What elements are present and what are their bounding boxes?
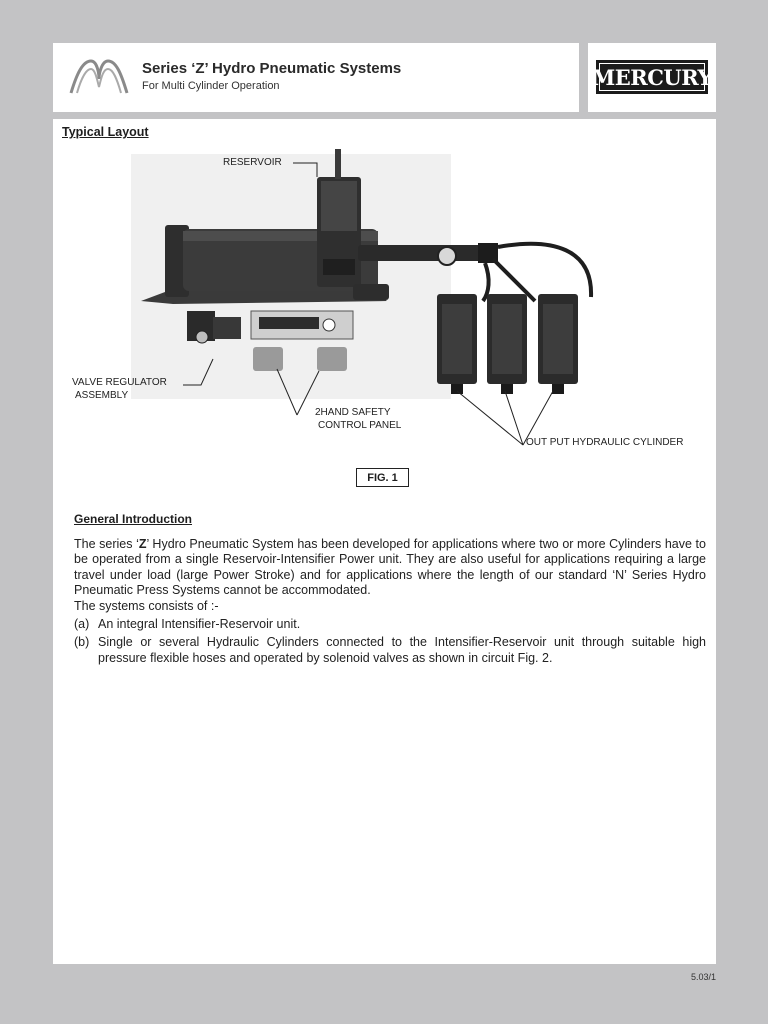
page-title: Series ‘Z’ Hydro Pneumatic Systems <box>142 60 402 77</box>
section-title-general-introduction: General Introduction <box>74 512 193 526</box>
intro-p1-series: Z <box>138 537 147 551</box>
section-title-typical-layout: Typical Layout <box>62 125 149 139</box>
figure-caption: FIG. 1 <box>356 468 409 487</box>
intro-paragraph-1 <box>74 537 706 599</box>
list-marker: (b) <box>74 635 90 650</box>
intro-p1-rest: ’ Hydro Pneumatic System has been developed for applications where two or more Cylinders have to be operated from a single Reservoir-Intensifier Power unit. They are also useful for applications requiring a large travel under load (large Power Stroke) and for applications where the length of our standard ‘N’ Series Hydro Pneumatic Press Systems cannot be accommodated. <box>74 537 706 598</box>
page-number: 5.03/1 <box>690 972 716 982</box>
page-subtitle: For Multi Cylinder Operation <box>142 80 280 92</box>
intro-p1-start: The series ‘ <box>74 537 139 551</box>
label-safety-panel: 2HAND SAFETY <box>315 407 391 418</box>
list-item <box>74 617 706 632</box>
label-safety-panel-line2: CONTROL PANEL <box>318 420 402 431</box>
content-panel <box>53 119 716 964</box>
introduction-body <box>74 537 706 666</box>
list-text: Single or several Hydraulic Cylinders connected to the Intensifier-Reservoir unit through suitable high pressure flexible hoses and operated by solenoid valves as shown in circuit Fig. 2. <box>98 635 706 665</box>
list-text: An integral Intensifier-Reservoir unit. <box>98 617 301 632</box>
list-marker: (a) <box>74 617 90 632</box>
list-item <box>74 635 706 666</box>
intro-paragraph-2: The systems consists of :- <box>74 598 219 613</box>
company-logo-icon <box>69 55 129 97</box>
brand-logo-panel <box>588 43 716 112</box>
label-reservoir: RESERVOIR <box>223 157 282 168</box>
mercury-logo: MERCURY <box>596 60 708 94</box>
label-valve-regulator-line2: ASSEMBLY <box>75 390 129 401</box>
header-panel <box>53 43 579 112</box>
label-valve-regulator: VALVE REGULATOR <box>72 377 167 388</box>
label-output-cylinder: OUT PUT HYDRAULIC CYLINDER <box>526 437 684 448</box>
